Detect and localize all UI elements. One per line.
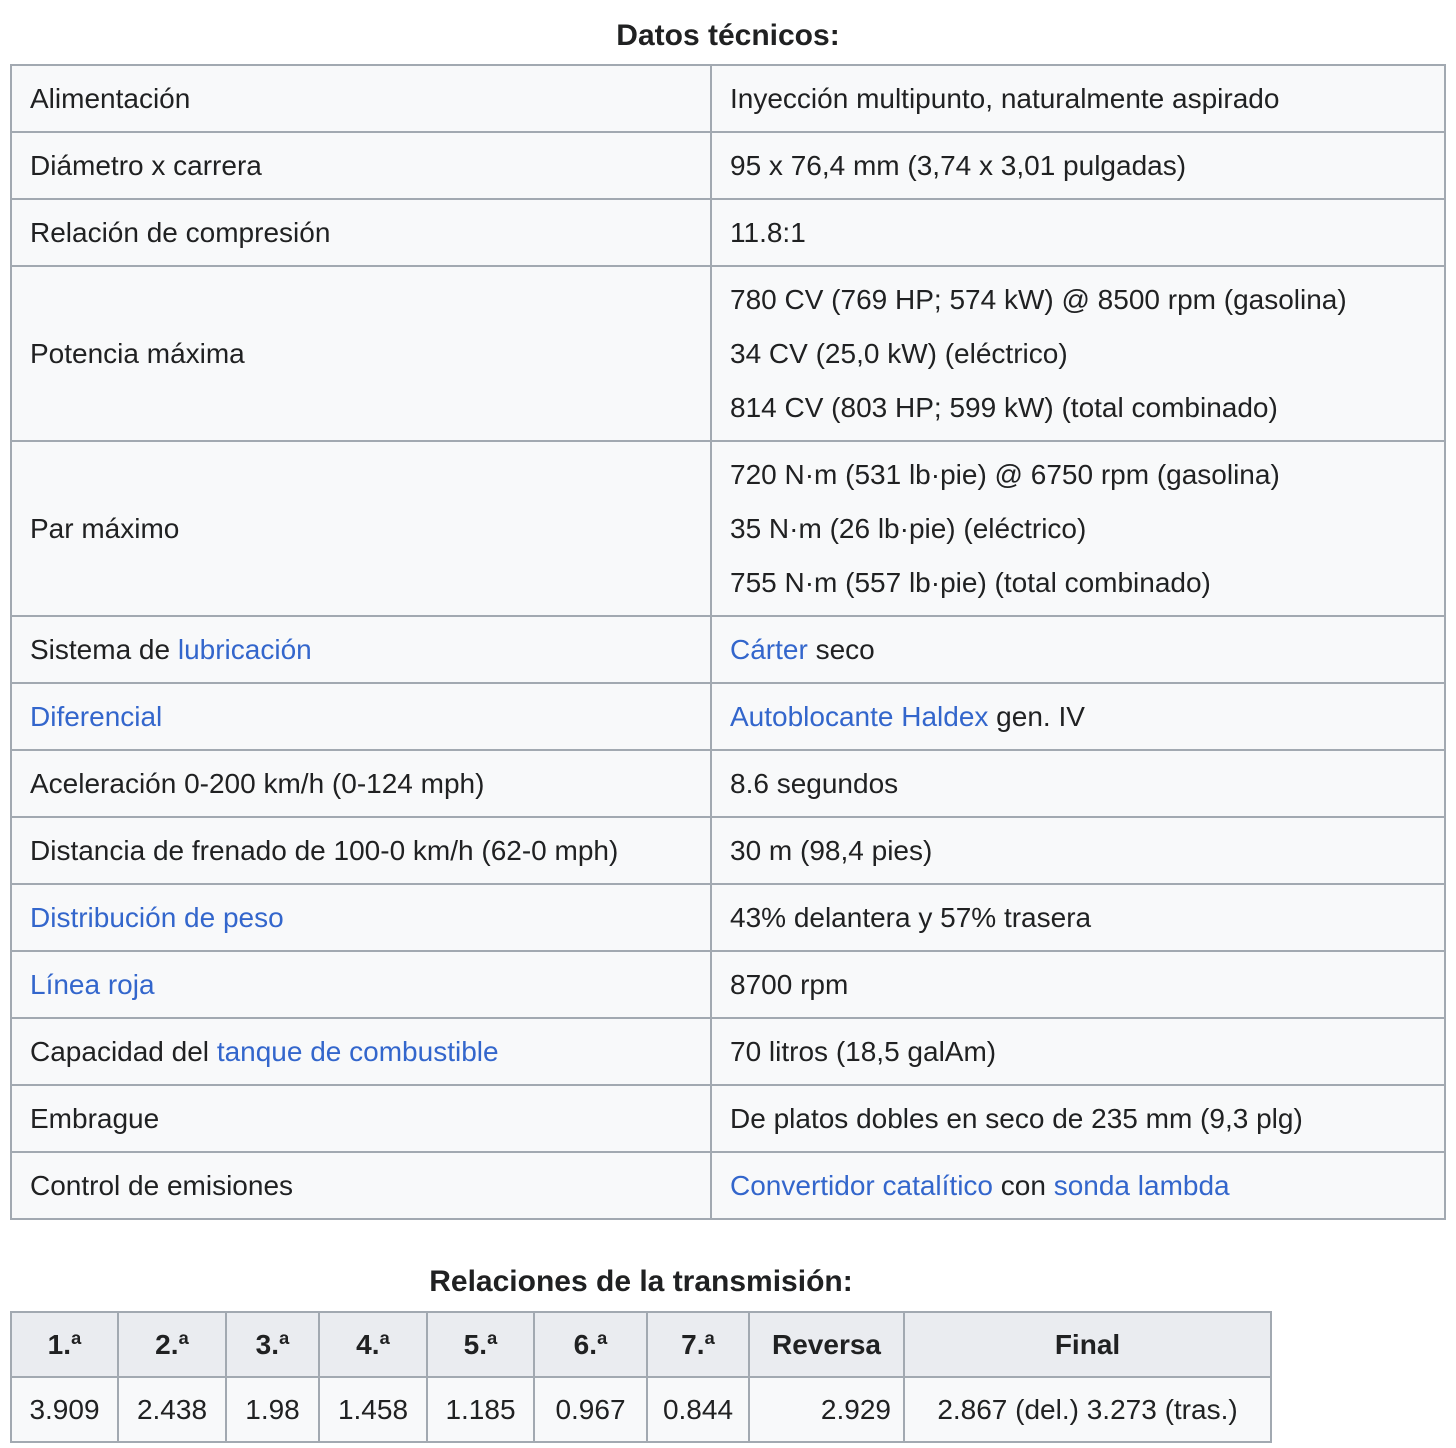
spec-value-line: [730, 563, 1426, 602]
spec-value-line: [730, 831, 1426, 870]
table-row: [11, 132, 1445, 199]
wiki-link[interactable]: Línea roja: [30, 969, 155, 1000]
spec-value-line: [730, 898, 1426, 937]
spec-label-cell: [11, 65, 711, 132]
spec-label-cell: [11, 683, 711, 750]
text-segment: 70 litros (18,5 galAm): [730, 1036, 997, 1067]
text-segment: 720 N·m (531 lb·pie) @ 6750 rpm (gasolina): [730, 459, 1280, 490]
gear-header-cell: Final: [904, 1312, 1271, 1377]
wiki-link[interactable]: Convertidor catalítico: [730, 1170, 994, 1201]
spec-value-line: [730, 79, 1426, 118]
tech-specs-table: [10, 64, 1446, 1220]
gear-value-cell: 3.909: [11, 1377, 118, 1442]
spec-value-line: [730, 1166, 1426, 1205]
text-segment: Control de emisiones: [30, 1170, 294, 1201]
gear-header-cell: 6.ª: [534, 1312, 647, 1377]
text-segment: Relación de compresión: [30, 217, 331, 248]
spec-label-cell: [11, 199, 711, 266]
text-segment: seco: [807, 634, 875, 665]
table-row: [11, 65, 1445, 132]
spec-value-line: [730, 1032, 1426, 1071]
wiki-link[interactable]: Cárter: [730, 634, 808, 665]
gear-header-cell: 7.ª: [647, 1312, 749, 1377]
spec-value-line: [730, 280, 1426, 319]
text-segment: 755 N·m (557 lb·pie) (total combinado): [730, 567, 1211, 598]
spec-value-line: [730, 764, 1426, 803]
spec-value-cell: [711, 616, 1445, 683]
table-row: [11, 616, 1445, 683]
spec-value-cell: [711, 1018, 1445, 1085]
spec-value-line: [730, 509, 1426, 548]
spec-label-cell: [11, 951, 711, 1018]
spec-value-cell: [711, 199, 1445, 266]
table-row: [11, 951, 1445, 1018]
spec-value-line: [730, 146, 1426, 185]
text-segment: Aceleración 0-200 km/h (0-124 mph): [30, 768, 485, 799]
text-segment: Distancia de frenado de 100-0 km/h (62-0 mph): [30, 835, 619, 866]
spec-label-cell: [11, 750, 711, 817]
gear-table-title: Relaciones de la transmisión:: [429, 1265, 853, 1298]
spec-value-line: [730, 334, 1426, 373]
text-segment: Sistema de: [30, 634, 178, 665]
spec-label-cell: [11, 1018, 711, 1085]
text-segment: 814 CV (803 HP; 599 kW) (total combinado): [730, 392, 1278, 423]
spec-label-cell: [11, 1152, 711, 1219]
wiki-link[interactable]: Diferencial: [30, 701, 163, 732]
wiki-link[interactable]: lubricación: [177, 634, 312, 665]
spec-value-line: [730, 1099, 1426, 1138]
wiki-link[interactable]: sonda lambda: [1053, 1170, 1230, 1201]
gear-header-cell: 5.ª: [427, 1312, 534, 1377]
table-row: [11, 817, 1445, 884]
gear-header-cell: Reversa: [749, 1312, 904, 1377]
gear-value-cell: 1.458: [319, 1377, 427, 1442]
spec-value-cell: [711, 683, 1445, 750]
wiki-link[interactable]: tanque de combustible: [216, 1036, 499, 1067]
text-segment: Potencia máxima: [30, 338, 245, 369]
text-segment: con: [993, 1170, 1054, 1201]
gear-value-cell: 1.98: [226, 1377, 319, 1442]
text-segment: Embrague: [30, 1103, 160, 1134]
spec-value-cell: [711, 817, 1445, 884]
gear-header-cell: 3.ª: [226, 1312, 319, 1377]
gear-header-row: [11, 1312, 1271, 1377]
spec-value-line: [730, 630, 1426, 669]
gear-ratio-table: [10, 1311, 1272, 1443]
spec-label-cell: [11, 132, 711, 199]
gear-value-cell: 2.929: [749, 1377, 904, 1442]
spec-label-cell: [11, 616, 711, 683]
text-segment: 35 N·m (26 lb·pie) (eléctrico): [730, 513, 1087, 544]
text-segment: 780 CV (769 HP; 574 kW) @ 8500 rpm (gasolina): [730, 284, 1347, 315]
gear-value-cell: 0.844: [647, 1377, 749, 1442]
text-segment: 8700 rpm: [730, 969, 849, 1000]
gear-header-cell: 1.ª: [11, 1312, 118, 1377]
spec-value-cell: [711, 1085, 1445, 1152]
spec-label-cell: [11, 266, 711, 441]
spec-value-cell: [711, 441, 1445, 616]
table-row: [11, 683, 1445, 750]
gear-header-cell: 2.ª: [118, 1312, 226, 1377]
table-row: [11, 1152, 1445, 1219]
text-segment: 95 x 76,4 mm (3,74 x 3,01 pulgadas): [730, 150, 1187, 181]
text-segment: Par máximo: [30, 513, 180, 544]
gear-value-cell: 2.867 (del.) 3.273 (tras.): [904, 1377, 1271, 1442]
table-row: [11, 1085, 1445, 1152]
text-segment: Diámetro x carrera: [30, 150, 262, 181]
spec-value-line: [730, 388, 1426, 427]
table-row: [11, 884, 1445, 951]
gear-data-row: [11, 1377, 1271, 1442]
text-segment: gen. IV: [988, 701, 1085, 732]
spec-value-cell: [711, 1152, 1445, 1219]
text-segment: 11.8:1: [730, 217, 806, 248]
spec-value-line: [730, 213, 1426, 252]
spec-value-cell: [711, 750, 1445, 817]
spec-label-cell: [11, 884, 711, 951]
spec-value-line: [730, 965, 1426, 1004]
gear-value-cell: 2.438: [118, 1377, 226, 1442]
gear-value-cell: 1.185: [427, 1377, 534, 1442]
text-segment: De platos dobles en seco de 235 mm (9,3 plg): [730, 1103, 1303, 1134]
text-segment: 43% delantera y 57% trasera: [730, 902, 1092, 933]
spec-value-line: [730, 697, 1426, 736]
table-row: [11, 266, 1445, 441]
text-segment: Alimentación: [30, 83, 191, 114]
tech-specs-body: [11, 65, 1445, 1219]
wiki-link[interactable]: Autoblocante Haldex: [730, 701, 989, 732]
spec-label-cell: [11, 817, 711, 884]
gear-header-cell: 4.ª: [319, 1312, 427, 1377]
text-segment: 8.6 segundos: [730, 768, 899, 799]
wiki-link[interactable]: Distribución de peso: [30, 902, 284, 933]
gear-value-cell: 0.967: [534, 1377, 647, 1442]
table-row: [11, 1018, 1445, 1085]
spec-value-cell: [711, 884, 1445, 951]
spec-value-cell: [711, 132, 1445, 199]
spec-value-line: [730, 455, 1426, 494]
spec-value-cell: [711, 266, 1445, 441]
table-row: [11, 750, 1445, 817]
table-row: [11, 441, 1445, 616]
spec-value-cell: [711, 951, 1445, 1018]
tech-table-title: Datos técnicos:: [616, 19, 840, 52]
gear-ratio-section: [10, 1220, 1272, 1443]
spec-label-cell: [11, 441, 711, 616]
table-row: [11, 199, 1445, 266]
spec-label-cell: [11, 1085, 711, 1152]
text-segment: Capacidad del: [30, 1036, 217, 1067]
text-segment: Inyección multipunto, naturalmente aspirado: [730, 83, 1280, 114]
text-segment: 34 CV (25,0 kW) (eléctrico): [730, 338, 1068, 369]
spec-value-cell: [711, 65, 1445, 132]
text-segment: 30 m (98,4 pies): [730, 835, 933, 866]
